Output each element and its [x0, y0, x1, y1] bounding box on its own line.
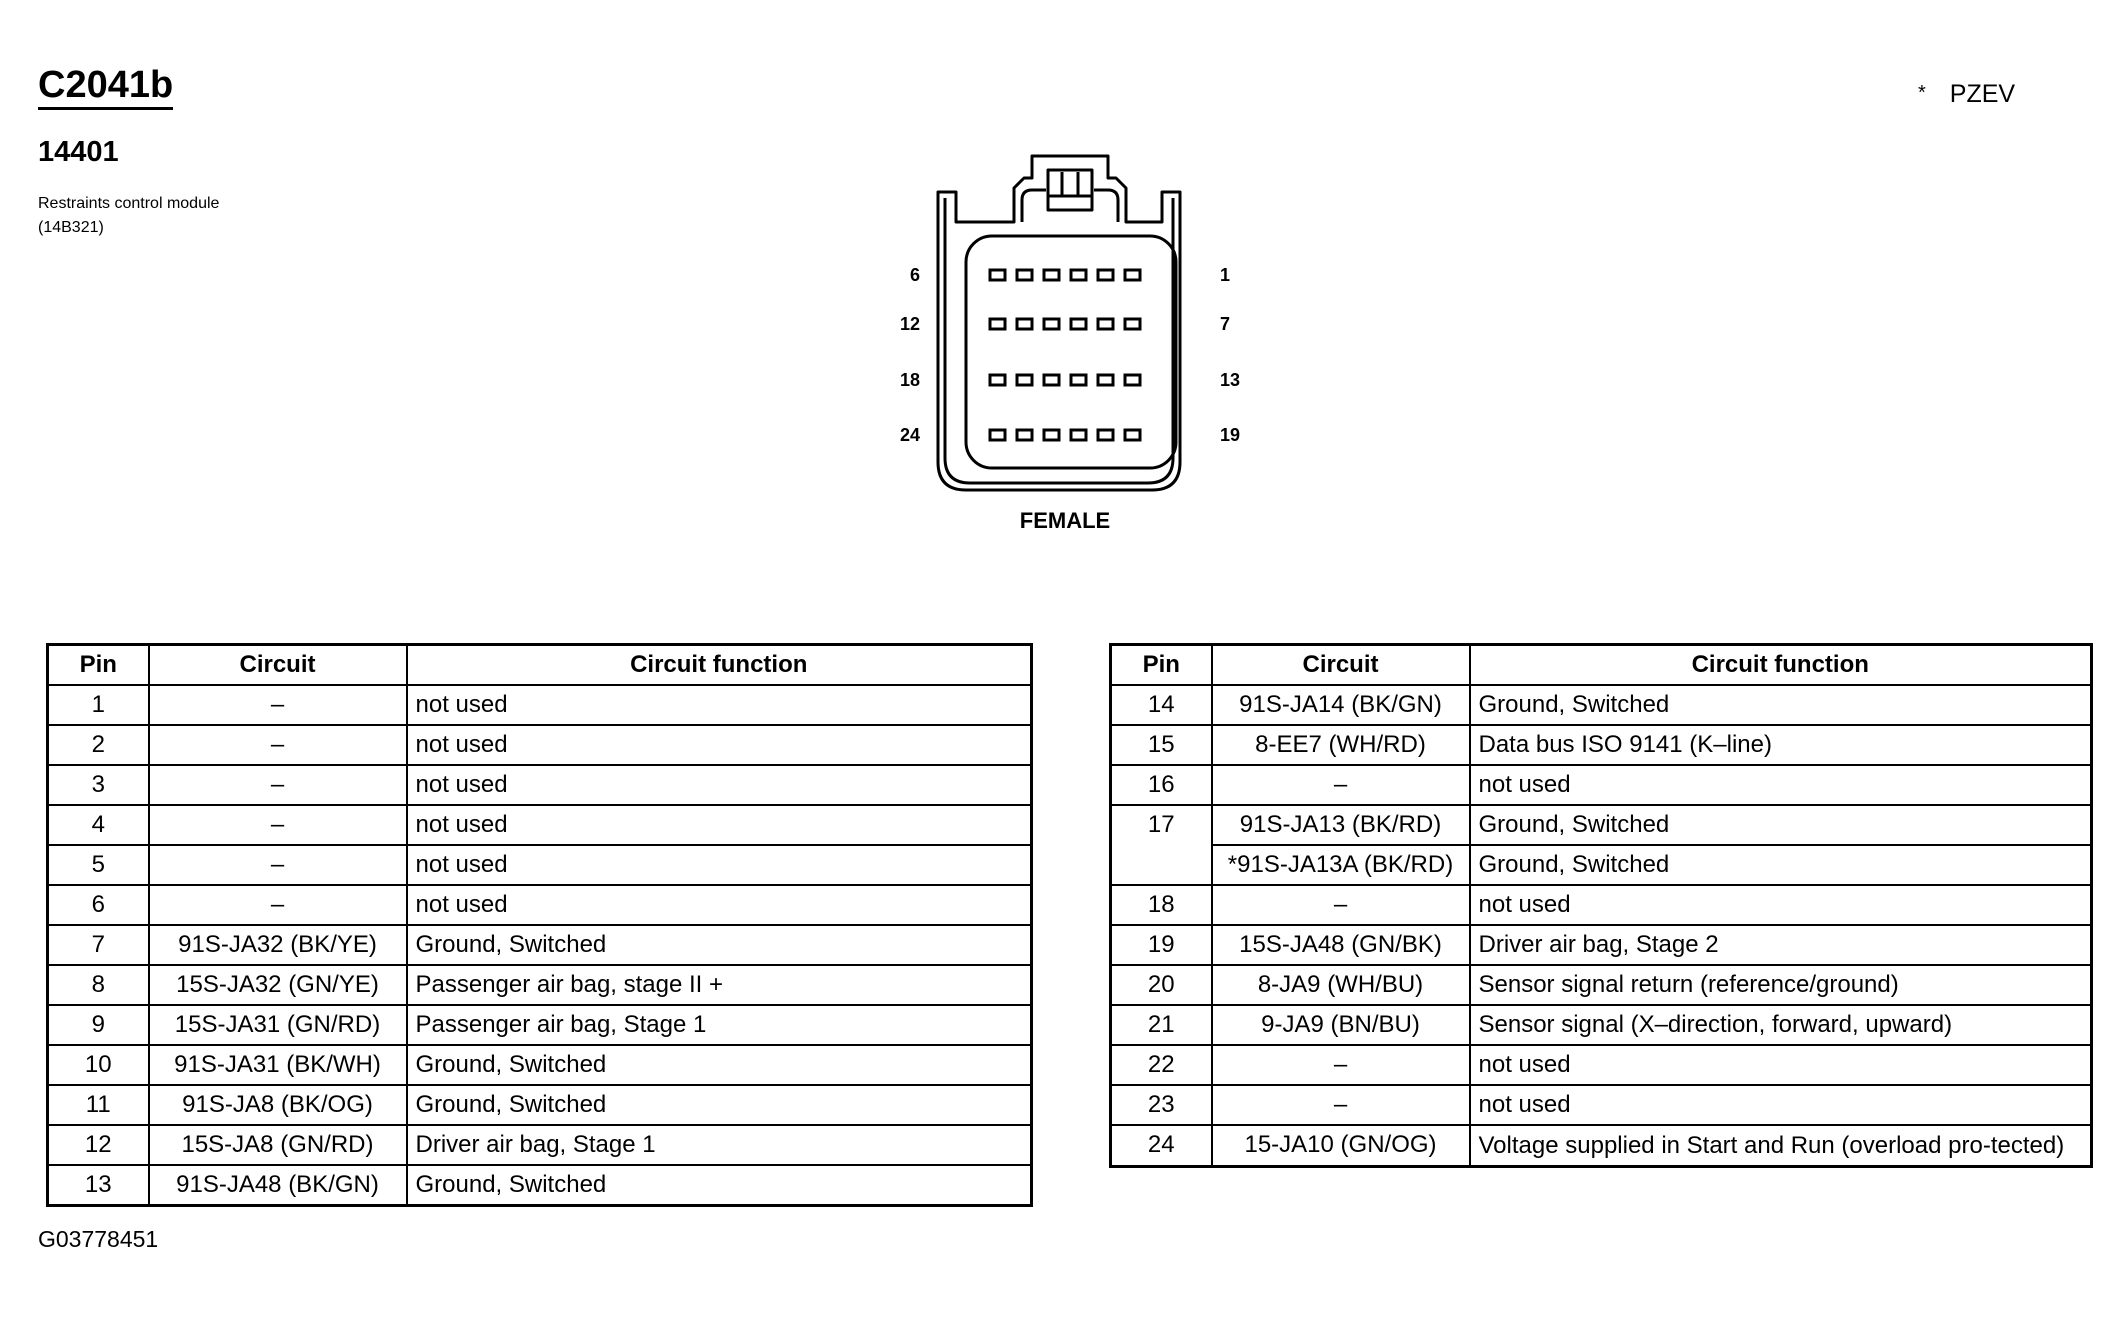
pin-cavity: [1017, 319, 1032, 329]
table-row: [48, 845, 1032, 885]
table-row: [1111, 1125, 2092, 1167]
pin-cell: 10: [48, 1045, 149, 1085]
header-circuit-function: Circuit function: [407, 645, 1032, 686]
function-cell: not used: [407, 805, 1032, 845]
table-row: [1111, 765, 2092, 805]
function-cell: not used: [407, 765, 1032, 805]
circuit-cell: 91S-JA13 (BK/RD): [1212, 805, 1470, 845]
figure-id: G03778451: [38, 1226, 159, 1252]
table-header-row: [48, 645, 1032, 686]
function-cell: not used: [407, 685, 1032, 725]
pin-cell: 5: [48, 845, 149, 885]
pin-cavity: [1017, 375, 1032, 385]
pin-number-label-right: 19: [1220, 425, 1241, 445]
circuit-cell: –: [149, 885, 407, 925]
pin-cell: 15: [1111, 725, 1212, 765]
table-row: [48, 1125, 1032, 1165]
circuit-cell: 8-JA9 (WH/BU): [1212, 965, 1470, 1005]
table-row: [1111, 1085, 2092, 1125]
pin-cell: 13: [48, 1165, 149, 1206]
pin-cell: 23: [1111, 1085, 1212, 1125]
function-cell: not used: [407, 885, 1032, 925]
table-header-row: [1111, 645, 2092, 686]
table-row: [1111, 1005, 2092, 1045]
table-row: [1111, 885, 2092, 925]
function-cell: not used: [1470, 1085, 2092, 1125]
pin-cell: [1111, 845, 1212, 885]
circuit-cell: –: [1212, 1085, 1470, 1125]
function-cell: Ground, Switched: [1470, 685, 2092, 725]
pin-cavity: [990, 375, 1005, 385]
circuit-cell: –: [1212, 885, 1470, 925]
pin-cavity: [1071, 375, 1086, 385]
pin-number-label-left: 12: [899, 314, 920, 334]
table-row: [48, 1165, 1032, 1206]
pin-cavity: [1071, 319, 1086, 329]
pin-cavity: [1098, 270, 1113, 280]
pin-cavity: [1044, 375, 1059, 385]
table-row: [48, 805, 1032, 845]
circuit-cell: 91S-JA8 (BK/OG): [149, 1085, 407, 1125]
pin-number-label-left: 24: [899, 425, 920, 445]
legend-marker: *: [1918, 82, 1926, 104]
pin-cavity: [990, 319, 1005, 329]
header-circuit: Circuit: [1212, 645, 1470, 686]
circuit-cell: –: [149, 765, 407, 805]
pin-cell: 22: [1111, 1045, 1212, 1085]
function-cell: Ground, Switched: [407, 1165, 1032, 1206]
circuit-cell: –: [149, 725, 407, 765]
function-cell: Voltage supplied in Start and Run (overload pro-tected): [1470, 1125, 2092, 1167]
table-row: [48, 925, 1032, 965]
circuit-cell: 15S-JA31 (GN/RD): [149, 1005, 407, 1045]
pin-cell: 20: [1111, 965, 1212, 1005]
pin-number-label-right: 13: [1220, 370, 1241, 390]
table-row: [48, 885, 1032, 925]
pin-cell: 18: [1111, 885, 1212, 925]
circuit-cell: –: [149, 685, 407, 725]
pin-number-label-left: 6: [909, 265, 920, 285]
part-number: 14401: [38, 136, 119, 168]
pzev-legend: [1918, 80, 2015, 109]
circuit-cell: *91S-JA13A (BK/RD): [1212, 845, 1470, 885]
table-row: [48, 1085, 1032, 1125]
pin-cavity: [1071, 430, 1086, 440]
circuit-cell: 15-JA10 (GN/OG): [1212, 1125, 1470, 1167]
header-pin: Pin: [48, 645, 149, 686]
pin-cavity: [990, 270, 1005, 280]
pin-cell: 16: [1111, 765, 1212, 805]
table-row: [1111, 725, 2092, 765]
pin-cavity: [990, 430, 1005, 440]
function-cell: not used: [1470, 1045, 2092, 1085]
circuit-cell: –: [1212, 1045, 1470, 1085]
connector-face-diagram: [880, 140, 1260, 540]
pin-cavity: [1071, 270, 1086, 280]
pin-cavity: [1044, 270, 1059, 280]
table-row: [1111, 805, 2092, 845]
circuit-cell: 8-EE7 (WH/RD): [1212, 725, 1470, 765]
pin-cell: 2: [48, 725, 149, 765]
function-cell: Sensor signal return (reference/ground): [1470, 965, 2092, 1005]
pin-cell: 14: [1111, 685, 1212, 725]
header-pin: Pin: [1111, 645, 1212, 686]
table-row: [1111, 925, 2092, 965]
function-cell: not used: [1470, 885, 2092, 925]
circuit-cell: 91S-JA32 (BK/YE): [149, 925, 407, 965]
table-row: [1111, 845, 2092, 885]
function-cell: not used: [407, 725, 1032, 765]
table-row: [1111, 1045, 2092, 1085]
circuit-cell: 15S-JA32 (GN/YE): [149, 965, 407, 1005]
pin-cavity: [1125, 430, 1140, 440]
function-cell: Driver air bag, Stage 2: [1470, 925, 2092, 965]
pin-cell: 24: [1111, 1125, 1212, 1167]
table-row: [48, 765, 1032, 805]
module-description: Restraints control module (14B321): [38, 195, 220, 236]
function-cell: Passenger air bag, stage II +: [407, 965, 1032, 1005]
pin-cell: 9: [48, 1005, 149, 1045]
circuit-cell: 91S-JA14 (BK/GN): [1212, 685, 1470, 725]
pin-cavity: [1044, 319, 1059, 329]
pin-cavity: [1098, 430, 1113, 440]
function-cell: Sensor signal (X–direction, forward, upward): [1470, 1005, 2092, 1045]
table-row: [1111, 685, 2092, 725]
table-row: [48, 725, 1032, 765]
circuit-cell: –: [149, 845, 407, 885]
pin-grid: [990, 270, 1140, 440]
pinout-table-right: [1109, 643, 2093, 1168]
pin-number-label-right: 1: [1220, 265, 1231, 285]
function-cell: not used: [407, 845, 1032, 885]
pin-cell: 19: [1111, 925, 1212, 965]
connector-id: C2041b: [38, 66, 173, 110]
pin-cell: 7: [48, 925, 149, 965]
table-row: [48, 1005, 1032, 1045]
function-cell: Data bus ISO 9141 (K–line): [1470, 725, 2092, 765]
pin-cell: 6: [48, 885, 149, 925]
function-cell: Passenger air bag, Stage 1: [407, 1005, 1032, 1045]
circuit-cell: 9-JA9 (BN/BU): [1212, 1005, 1470, 1045]
pin-cell: 11: [48, 1085, 149, 1125]
pin-cavity: [1125, 319, 1140, 329]
pin-cavity: [1098, 375, 1113, 385]
table-row: [48, 965, 1032, 1005]
header-circuit: Circuit: [149, 645, 407, 686]
circuit-cell: 91S-JA31 (BK/WH): [149, 1045, 407, 1085]
pin-number-label-right: 7: [1220, 314, 1231, 334]
pin-cavity: [1125, 375, 1140, 385]
pin-cell: 21: [1111, 1005, 1212, 1045]
function-cell: not used: [1470, 765, 2092, 805]
connector-gender-label: FEMALE: [1019, 508, 1111, 533]
function-cell: Ground, Switched: [407, 925, 1032, 965]
pin-cell: 1: [48, 685, 149, 725]
pin-cell: 3: [48, 765, 149, 805]
pin-cavity: [1098, 319, 1113, 329]
function-cell: Ground, Switched: [1470, 805, 2092, 845]
pin-cavity: [1017, 270, 1032, 280]
latch-slot: [1048, 170, 1092, 210]
pin-cell: 4: [48, 805, 149, 845]
legend-text: PZEV: [1949, 80, 2016, 108]
pinout-table-left: [46, 643, 1033, 1207]
function-cell: Ground, Switched: [407, 1045, 1032, 1085]
pin-number-label-left: 18: [899, 370, 920, 390]
table-row: [48, 685, 1032, 725]
table-row: [48, 1045, 1032, 1085]
circuit-cell: –: [1212, 765, 1470, 805]
circuit-cell: –: [149, 805, 407, 845]
pin-cavity: [1125, 270, 1140, 280]
circuit-cell: 91S-JA48 (BK/GN): [149, 1165, 407, 1206]
header-circuit-function: Circuit function: [1470, 645, 2092, 686]
pin-cell: 8: [48, 965, 149, 1005]
table-row: [1111, 965, 2092, 1005]
pin-cavity: [1017, 430, 1032, 440]
pin-cell: 12: [48, 1125, 149, 1165]
circuit-cell: 15S-JA8 (GN/RD): [149, 1125, 407, 1165]
function-cell: Ground, Switched: [1470, 845, 2092, 885]
pin-cell: 17: [1111, 805, 1212, 845]
circuit-cell: 15S-JA48 (GN/BK): [1212, 925, 1470, 965]
function-cell: Ground, Switched: [407, 1085, 1032, 1125]
pin-cavity: [1044, 430, 1059, 440]
function-cell: Driver air bag, Stage 1: [407, 1125, 1032, 1165]
